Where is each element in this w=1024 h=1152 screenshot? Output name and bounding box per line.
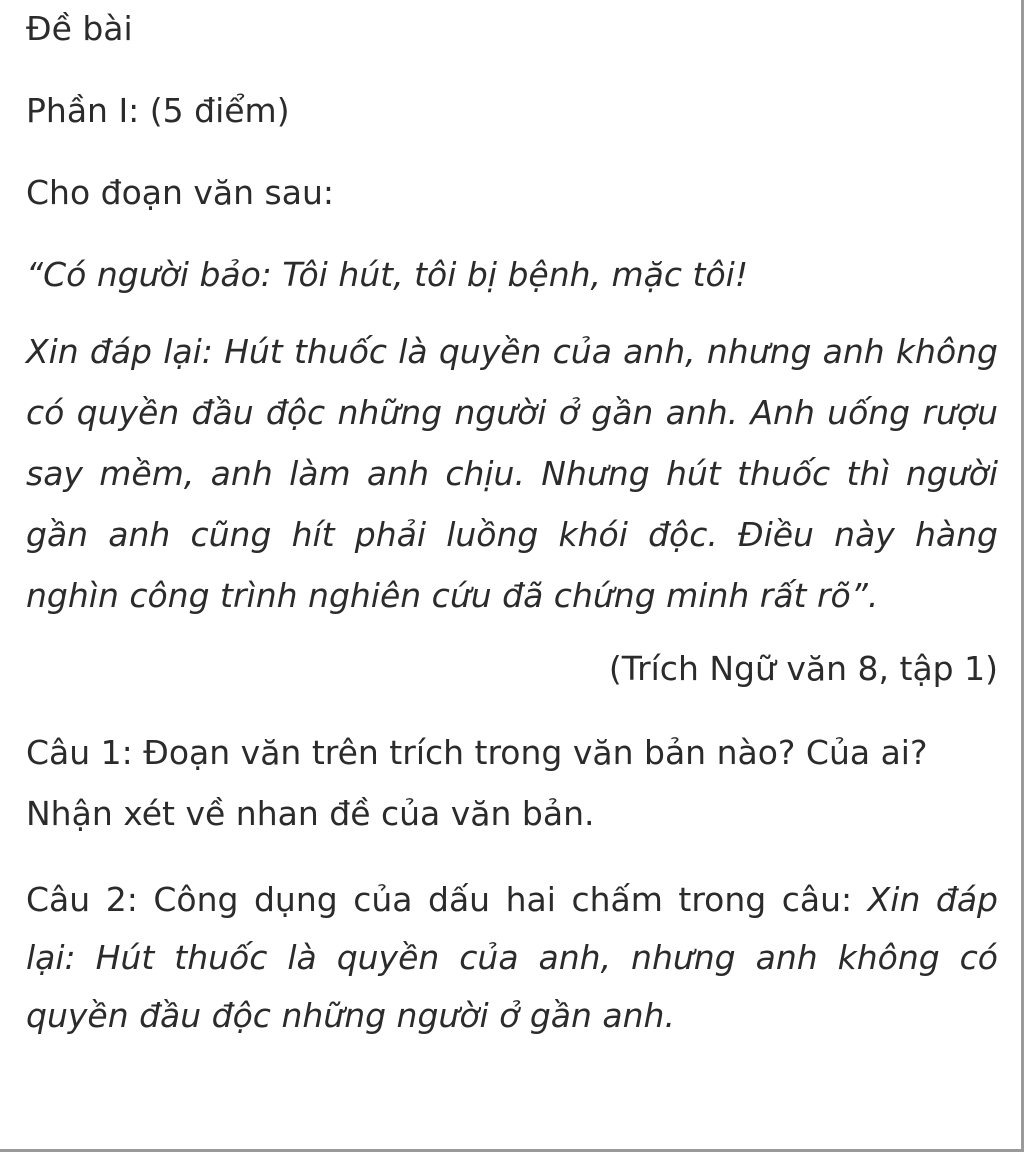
quote-paragraph: Xin đáp lại: Hút thuốc là quyền của anh, nhưng anh không có quyền đầu độc những người ở gần anh. Anh uống rượu say mềm, anh làm anh chịu. Nhưng hút thuốc thì người gần anh cũng hít phải luồng khói độc. Điều này hàng nghìn công trình nghiên cứu đã chứng minh rất rõ”. (26, 332, 998, 615)
question-1-text: Câu 1: Đoạn văn trên trích trong văn bản nào? Của ai? Nhận xét về nhan đề của văn bản. (26, 733, 928, 833)
intro-text: Cho đoạn văn sau: (26, 173, 335, 212)
document-content (26, 6, 998, 1045)
question-2 (26, 871, 998, 1045)
part-title: Phần I: (5 điểm) (26, 91, 290, 130)
question-2-prefix: Câu 2: Công dụng của dấu hai chấm trong câu: (26, 880, 868, 919)
quote-opening-line: “Có người bảo: Tôi hút, tôi bị bệnh, mặc tôi! (26, 255, 749, 294)
question-2-quote: Xin đáp lại: Hút thuốc là quyền của anh, nhưng anh không có quyền đầu độc những người ở gần anh. (26, 880, 999, 1035)
document-heading: Đề bài (26, 9, 133, 48)
question-1 (26, 722, 998, 844)
source-citation: (Trích Ngữ văn 8, tập 1) (608, 649, 998, 688)
